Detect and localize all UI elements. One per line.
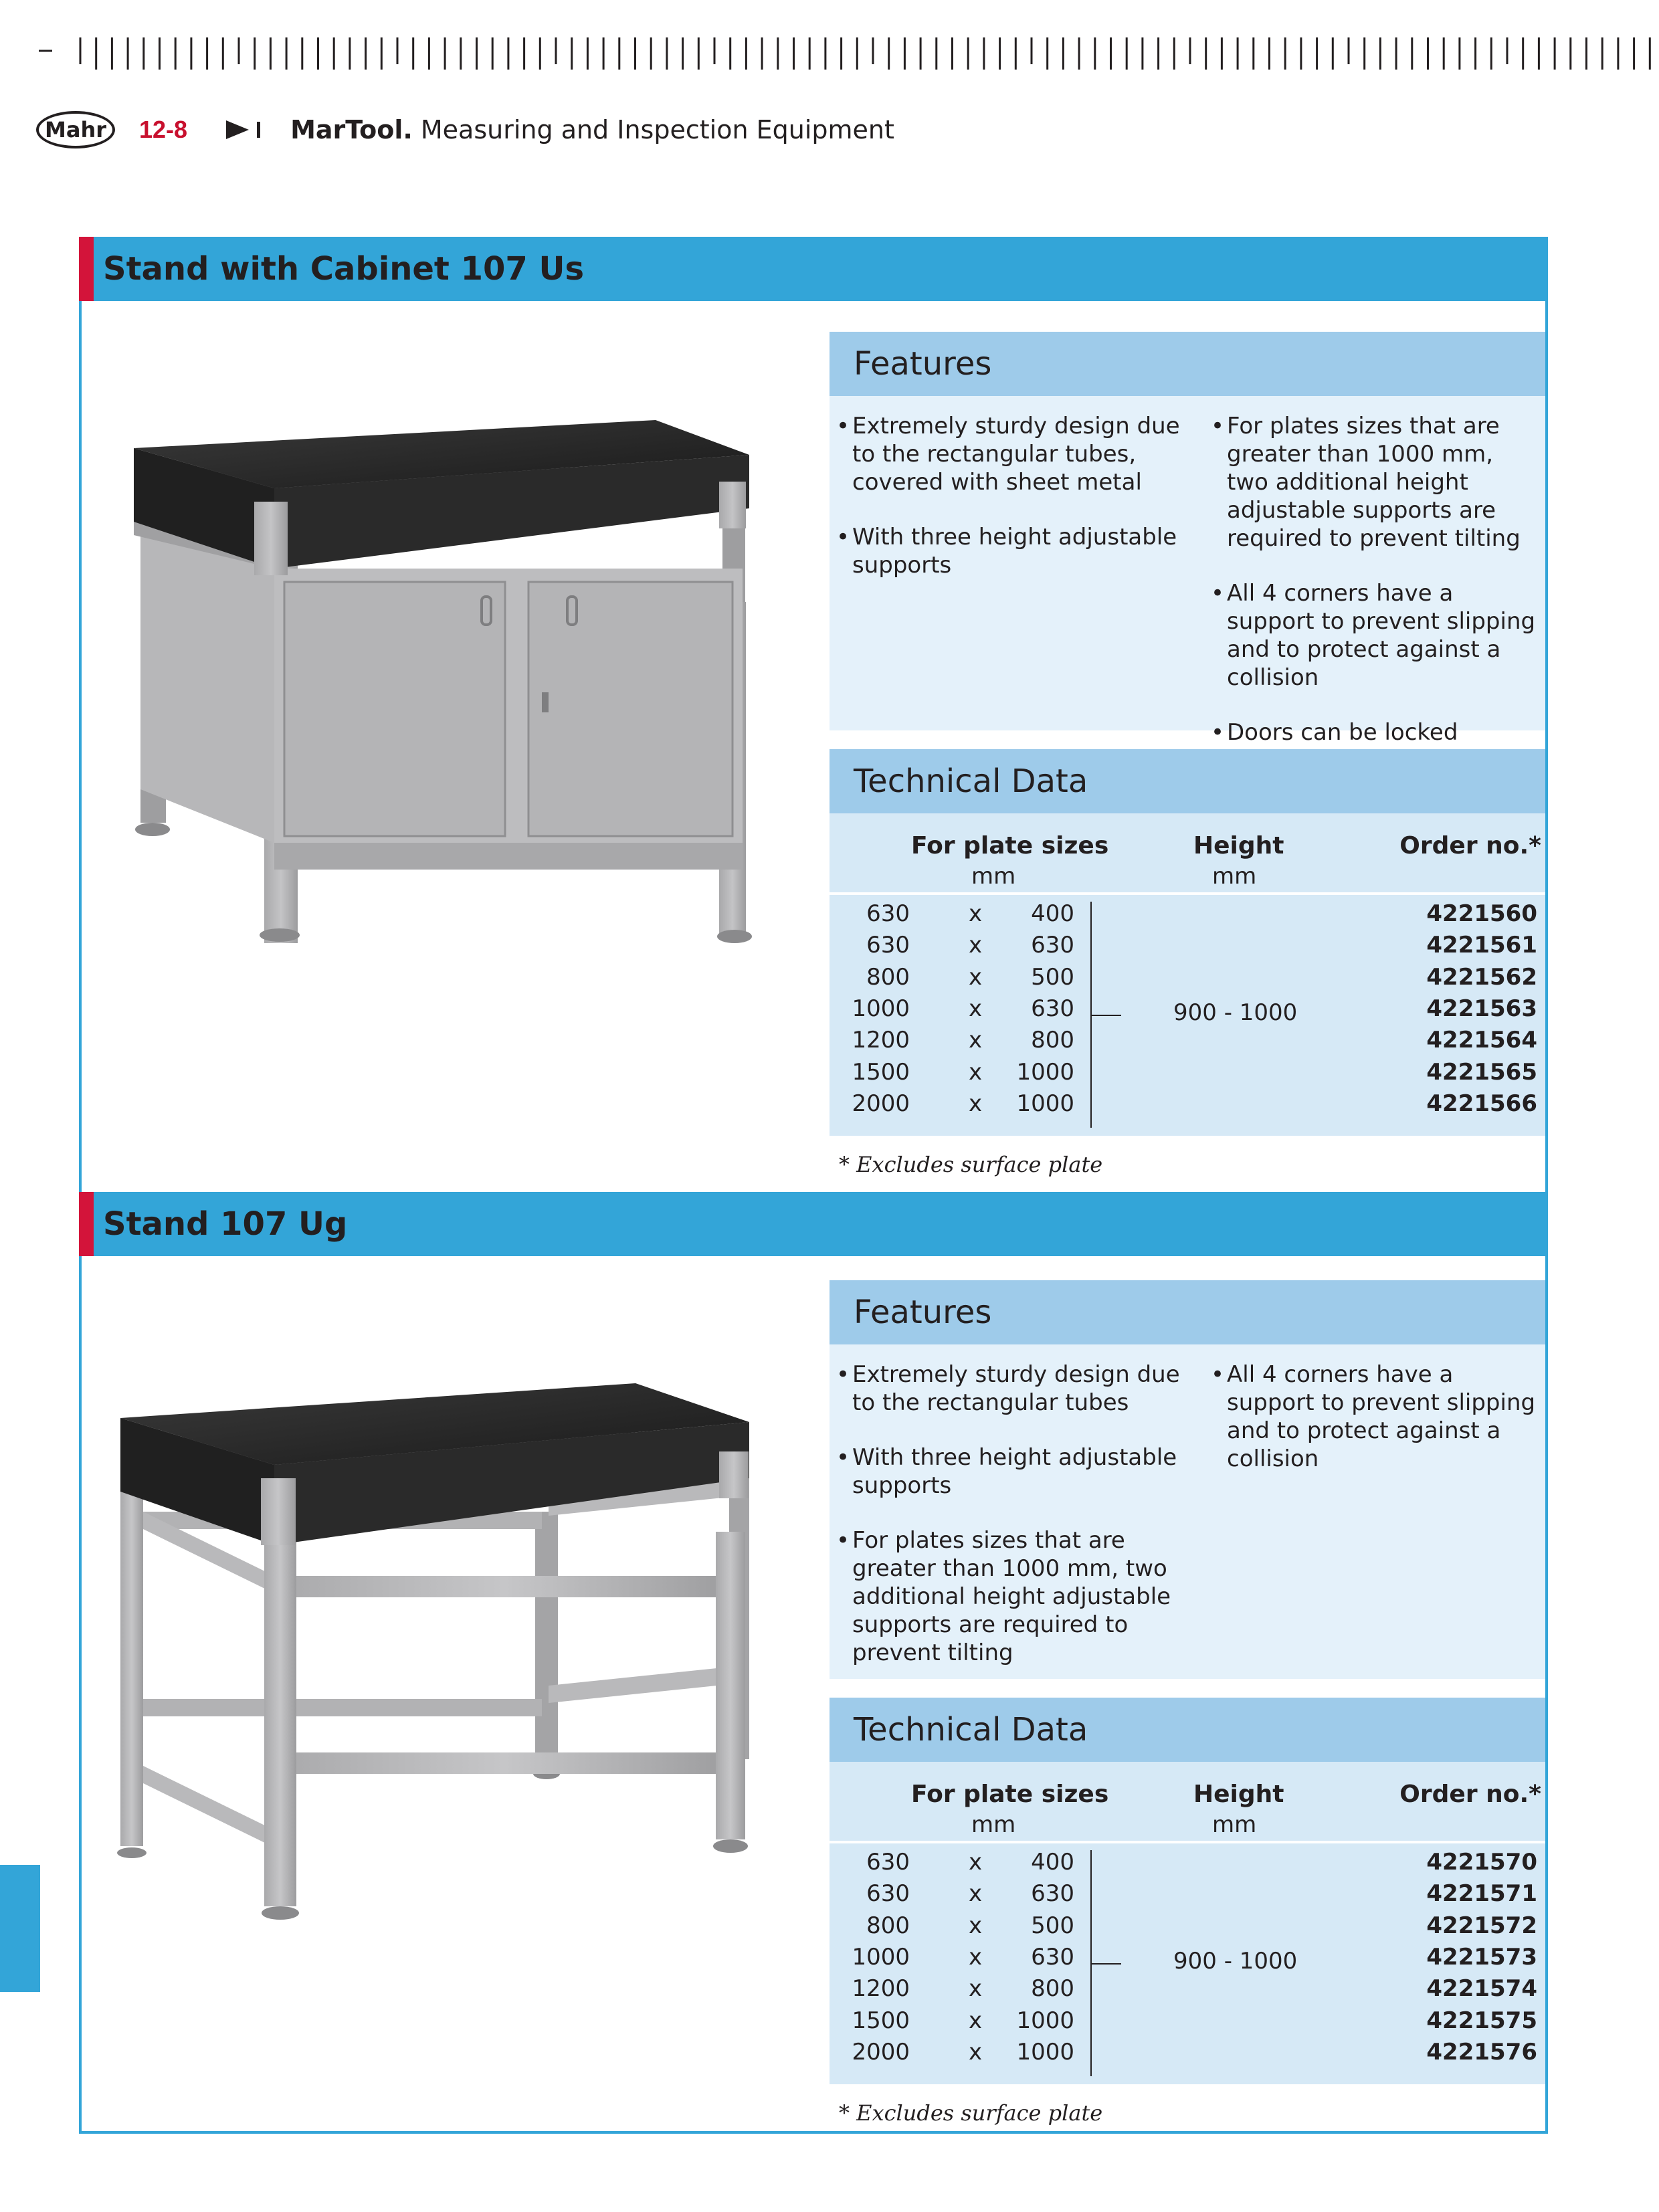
plate-width-cell: 400: [1031, 1849, 1074, 1876]
plate-length-cell: 1000: [852, 995, 910, 1022]
table-row: [830, 1975, 1545, 2007]
stand-image: [114, 1378, 763, 1926]
plate-length-cell: 2000: [852, 1090, 910, 1117]
order-number-cell: 4221561: [1426, 932, 1537, 959]
plate-length-cell: 630: [866, 900, 910, 927]
features-right-column: [1211, 412, 1539, 773]
table-row: [830, 1027, 1545, 1058]
plate-width-cell: 1000: [1016, 1090, 1074, 1117]
plate-width-cell: 630: [1031, 1943, 1074, 1971]
feature-item: • For plates sizes that are greater than 1000 mm, two additional height adjustable supports are required to prevent tilting: [836, 1526, 1184, 1667]
times-cell: x: [969, 1090, 983, 1117]
times-cell: x: [969, 1912, 983, 1939]
page-number: 12-8: [139, 116, 188, 143]
table-row: [830, 1059, 1545, 1090]
times-cell: x: [969, 900, 983, 927]
order-number-cell: 4221575: [1426, 2007, 1537, 2034]
table-row: [830, 1944, 1545, 1975]
section-title: Stand 107 Ug: [103, 1205, 348, 1243]
times-cell: x: [969, 1027, 983, 1054]
features-heading: Features: [830, 1280, 1545, 1344]
order-number-cell: 4221573: [1426, 1943, 1537, 1971]
times-cell: x: [969, 2007, 983, 2034]
table-row: [830, 932, 1545, 963]
table-row: [830, 900, 1545, 932]
plate-width-cell: 500: [1031, 963, 1074, 991]
features-left-column: [836, 1361, 1184, 1694]
col-order-no: Order no.*: [1399, 1781, 1541, 1808]
times-cell: x: [969, 1943, 983, 1971]
col-height-unit: mm: [1212, 863, 1257, 890]
col-height-unit: mm: [1212, 1811, 1257, 1838]
section-title-bar: [79, 237, 1548, 301]
times-cell: x: [969, 1058, 983, 1086]
features-body: [830, 1344, 1545, 1679]
features-body: [830, 396, 1545, 746]
height-value: 900 - 1000: [1173, 999, 1298, 1026]
plate-width-cell: 630: [1031, 932, 1074, 959]
times-cell: x: [969, 1849, 983, 1876]
technical-data-heading: Technical Data: [830, 1698, 1545, 1762]
feature-item: • All 4 corners have a support to prevent slipping and to protect against a collision: [1211, 579, 1539, 692]
feature-item: • For plates sizes that are greater than 1000 mm, two additional height adjustable supports are required to prevent tilting: [1211, 412, 1539, 552]
times-cell: x: [969, 2038, 983, 2066]
feature-item: • With three height adjustable supports: [836, 523, 1184, 579]
col-height: Height: [1193, 1781, 1284, 1808]
plate-length-cell: 1200: [852, 1027, 910, 1054]
plate-width-cell: 630: [1031, 1880, 1074, 1908]
plate-length-cell: 1200: [852, 1975, 910, 2003]
feature-item: • Doors can be locked: [1211, 718, 1539, 746]
feature-item: • Extremely sturdy design due to the rectangular tubes, covered with sheet metal: [836, 412, 1184, 496]
plate-length-cell: 800: [866, 963, 910, 991]
col-height: Height: [1193, 832, 1284, 860]
features-left-column: [836, 412, 1184, 606]
table-row: [830, 2039, 1545, 2070]
play-arrow-icon: [226, 119, 264, 140]
plate-width-cell: 1000: [1016, 1058, 1074, 1086]
section-title-bar: [79, 1192, 1548, 1256]
header-title: MarTool. Measuring and Inspection Equipment: [290, 115, 894, 144]
times-cell: x: [969, 1975, 983, 2003]
table-row: [830, 1880, 1545, 1912]
order-number-cell: 4221571: [1426, 1880, 1537, 1908]
plate-width-cell: 1000: [1016, 2038, 1074, 2066]
plate-length-cell: 1500: [852, 1058, 910, 1086]
order-number-cell: 4221562: [1426, 963, 1537, 991]
feature-item: • All 4 corners have a support to prevent slipping and to protect against a collision: [1211, 1361, 1539, 1473]
technical-data-table-body: [830, 1841, 1545, 2084]
col-order-no: Order no.*: [1399, 832, 1541, 860]
order-number-cell: 4221572: [1426, 1912, 1537, 1939]
plate-length-cell: 630: [866, 1849, 910, 1876]
technical-data-table-header: [830, 1762, 1545, 1841]
plate-width-cell: 500: [1031, 1912, 1074, 1939]
plate-length-cell: 630: [866, 932, 910, 959]
accent-stripe: [79, 1192, 94, 1256]
table-row: [830, 995, 1545, 1027]
plate-width-cell: 1000: [1016, 2007, 1074, 2034]
stand-with-cabinet-image: [120, 415, 763, 950]
technical-data-heading: Technical Data: [830, 749, 1545, 813]
feature-item: • With three height adjustable supports: [836, 1443, 1184, 1500]
mahr-logo: Mahr: [36, 111, 115, 148]
table-row: [830, 2007, 1545, 2039]
plate-width-cell: 800: [1031, 1975, 1074, 2003]
order-number-cell: 4221564: [1426, 1027, 1537, 1054]
plate-length-cell: 1500: [852, 2007, 910, 2034]
technical-data-table-header: [830, 813, 1545, 892]
plate-width-cell: 630: [1031, 995, 1074, 1022]
accent-stripe: [79, 237, 94, 301]
col-plate-sizes: For plate sizes: [911, 1781, 1109, 1808]
order-number-cell: 4221566: [1426, 1090, 1537, 1117]
times-cell: x: [969, 995, 983, 1022]
order-number-cell: 4221565: [1426, 1058, 1537, 1086]
features-heading: Features: [830, 332, 1545, 396]
order-number-cell: 4221570: [1426, 1849, 1537, 1876]
plate-length-cell: 800: [866, 1912, 910, 1939]
times-cell: x: [969, 1880, 983, 1908]
section-title: Stand with Cabinet 107 Us: [103, 250, 585, 288]
order-number-cell: 4221576: [1426, 2038, 1537, 2066]
table-row: [830, 1912, 1545, 1944]
col-plate-unit: mm: [971, 863, 1016, 890]
plate-length-cell: 630: [866, 1880, 910, 1908]
page-header: [36, 111, 894, 148]
table-row: [830, 1090, 1545, 1122]
technical-data-table-body: [830, 892, 1545, 1136]
times-cell: x: [969, 963, 983, 991]
table-row: [830, 964, 1545, 995]
plate-width-cell: 800: [1031, 1027, 1074, 1054]
times-cell: x: [969, 932, 983, 959]
page-ruler: [0, 0, 1659, 74]
col-plate-unit: mm: [971, 1811, 1016, 1838]
features-right-column: [1211, 1361, 1539, 1500]
chapter-side-tab: [0, 1865, 40, 1992]
footnote: * Excludes surface plate: [839, 1152, 1103, 1177]
feature-item: • Extremely sturdy design due to the rectangular tubes: [836, 1361, 1184, 1417]
order-number-cell: 4221574: [1426, 1975, 1537, 2003]
col-plate-sizes: For plate sizes: [911, 832, 1109, 860]
height-value: 900 - 1000: [1173, 1948, 1298, 1975]
plate-length-cell: 1000: [852, 1943, 910, 1971]
order-number-cell: 4221560: [1426, 900, 1537, 927]
table-row: [830, 1849, 1545, 1880]
plate-length-cell: 2000: [852, 2038, 910, 2066]
plate-width-cell: 400: [1031, 900, 1074, 927]
order-number-cell: 4221563: [1426, 995, 1537, 1022]
footnote: * Excludes surface plate: [839, 2100, 1103, 2126]
